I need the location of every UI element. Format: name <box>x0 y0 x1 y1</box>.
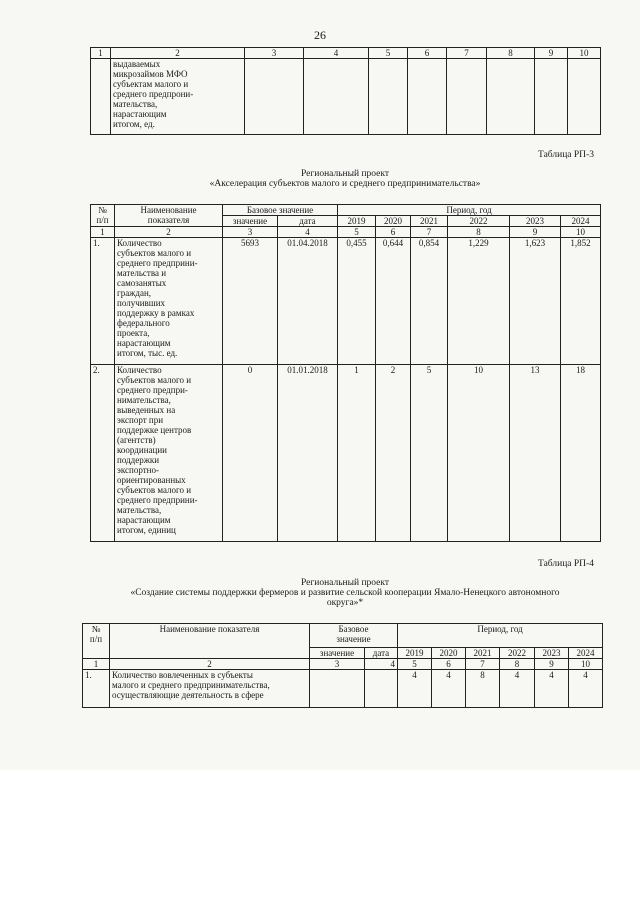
col-base-value-header: значение <box>223 216 278 227</box>
year-value: 0,455 <box>338 238 376 365</box>
rp3-title-line1: Региональный проект <box>300 169 390 179</box>
col-num: 6 <box>432 659 466 670</box>
year-header: 2020 <box>432 648 466 659</box>
base-date: 01.01.2018 <box>278 365 338 542</box>
col-base-header: Базовое значение <box>223 205 338 216</box>
col-num: 1 <box>91 48 111 59</box>
row-no: 2. <box>91 365 115 542</box>
year-value: 18 <box>561 365 601 542</box>
col-num: 7 <box>411 227 448 238</box>
col-name-header: Наименование показателя <box>110 624 310 659</box>
col-num: 3 <box>245 48 304 59</box>
col-base-header: Базовое значение <box>310 624 398 648</box>
table-row <box>91 59 601 135</box>
column-numbers-row <box>91 227 601 238</box>
base-date <box>365 670 398 708</box>
year-header: 2023 <box>535 648 569 659</box>
year-header: 2021 <box>466 648 500 659</box>
year-value: 2 <box>376 365 411 542</box>
rp4-title <box>90 578 600 608</box>
col-num: 5 <box>398 659 432 670</box>
col-num: 10 <box>569 659 603 670</box>
table-label-rp3: Таблица РП-3 <box>538 150 594 160</box>
column-numbers-row <box>91 48 601 59</box>
year-value: 10 <box>448 365 510 542</box>
row-no: 1. <box>91 238 115 365</box>
col-num: 1 <box>91 227 115 238</box>
rp4-title-line1: Региональный проект <box>300 578 390 588</box>
year-value: 5 <box>411 365 448 542</box>
base-value <box>310 670 365 708</box>
table-row <box>83 670 603 708</box>
col-num: 9 <box>535 659 569 670</box>
col-num: 8 <box>448 227 510 238</box>
col-num: 5 <box>338 227 376 238</box>
year-header: 2024 <box>569 648 603 659</box>
page-number: 26 <box>314 28 326 42</box>
table-row <box>91 365 601 542</box>
year-value: 4 <box>535 670 569 708</box>
row-no: 1. <box>83 670 110 708</box>
col-num: 4 <box>365 659 398 670</box>
year-header: 2022 <box>500 648 535 659</box>
rp3-title-line2: «Акселерация субъектов малого и среднего предпринимательства» <box>209 179 481 189</box>
year-header: 2019 <box>338 216 376 227</box>
col-num: 10 <box>561 227 601 238</box>
col-num: 10 <box>568 48 601 59</box>
base-value: 5693 <box>223 238 278 365</box>
col-num: 2 <box>110 659 310 670</box>
col-base-value-header: значение <box>310 648 365 659</box>
year-value: 0,854 <box>411 238 448 365</box>
table-rp4 <box>82 623 603 708</box>
col-num: 2 <box>115 227 223 238</box>
col-num: 6 <box>408 48 447 59</box>
col-num: 4 <box>304 48 369 59</box>
rp4-title-line2: «Создание системы поддержки фермеров и развитие сельской кооперации Ямало-Ненецкого автономного <box>130 588 560 598</box>
table-row <box>91 238 601 365</box>
year-header: 2019 <box>398 648 432 659</box>
year-header: 2022 <box>448 216 510 227</box>
indicator-name: выдаваемых микрозаймов МФО субъектам малого и среднего предпрони- мательства, нарастающим итогом, ед. <box>111 59 245 135</box>
col-period-header: Период, год <box>338 205 601 216</box>
column-numbers-row <box>83 659 603 670</box>
col-base-date-header: дата <box>365 648 398 659</box>
table-rp3 <box>90 204 601 542</box>
header-row <box>91 205 601 216</box>
table-label-rp4: Таблица РП-4 <box>538 559 594 569</box>
col-num: 9 <box>535 48 568 59</box>
year-value: 0,644 <box>376 238 411 365</box>
col-num: 6 <box>376 227 411 238</box>
header-row <box>83 624 603 648</box>
year-value: 1,852 <box>561 238 601 365</box>
col-num: 7 <box>466 659 500 670</box>
col-num: 3 <box>223 227 278 238</box>
indicator-name: Количество вовлеченных в субъекты малого и среднего предпринимательства, осуществляющие деятельность в сфере <box>110 670 310 708</box>
col-num: 8 <box>487 48 535 59</box>
col-num: 7 <box>447 48 487 59</box>
year-value: 4 <box>398 670 432 708</box>
indicator-name: Количество субъектов малого и среднего предприни- мательства и самозанятых граждан, получивших поддержку в рамках федерального проекта, нарастающим итогом, тыс. ед. <box>115 238 223 365</box>
year-value: 4 <box>569 670 603 708</box>
rp3-title <box>90 169 600 189</box>
col-num: 5 <box>369 48 408 59</box>
year-value: 1,229 <box>448 238 510 365</box>
year-value: 4 <box>500 670 535 708</box>
col-name-header: Наименование показателя <box>115 205 223 227</box>
col-no-header: № п/п <box>83 624 110 659</box>
col-no-header: № п/п <box>91 205 115 227</box>
year-value: 1 <box>338 365 376 542</box>
rp4-title-line3: округа»* <box>326 598 364 608</box>
col-num: 8 <box>500 659 535 670</box>
year-value: 13 <box>510 365 561 542</box>
col-period-header: Период, год <box>398 624 603 648</box>
col-num: 2 <box>111 48 245 59</box>
col-num: 9 <box>510 227 561 238</box>
year-header: 2021 <box>411 216 448 227</box>
year-header: 2024 <box>561 216 601 227</box>
col-num: 3 <box>310 659 365 670</box>
year-value: 4 <box>432 670 466 708</box>
continued-table <box>90 47 601 135</box>
col-num: 1 <box>83 659 110 670</box>
base-date: 01.04.2018 <box>278 238 338 365</box>
year-value: 1,623 <box>510 238 561 365</box>
year-header: 2020 <box>376 216 411 227</box>
base-value: 0 <box>223 365 278 542</box>
year-header: 2023 <box>510 216 561 227</box>
col-base-date-header: дата <box>278 216 338 227</box>
col-num: 4 <box>278 227 338 238</box>
indicator-name: Количество субъектов малого и среднего предпри- нимательства, выведенных на экспорт при поддержке центров (агентств) координации поддержки экспортно- ориентированных субъектов малого и среднего предприни- мательства, нарастающим итогом, единиц <box>115 365 223 542</box>
year-value: 8 <box>466 670 500 708</box>
